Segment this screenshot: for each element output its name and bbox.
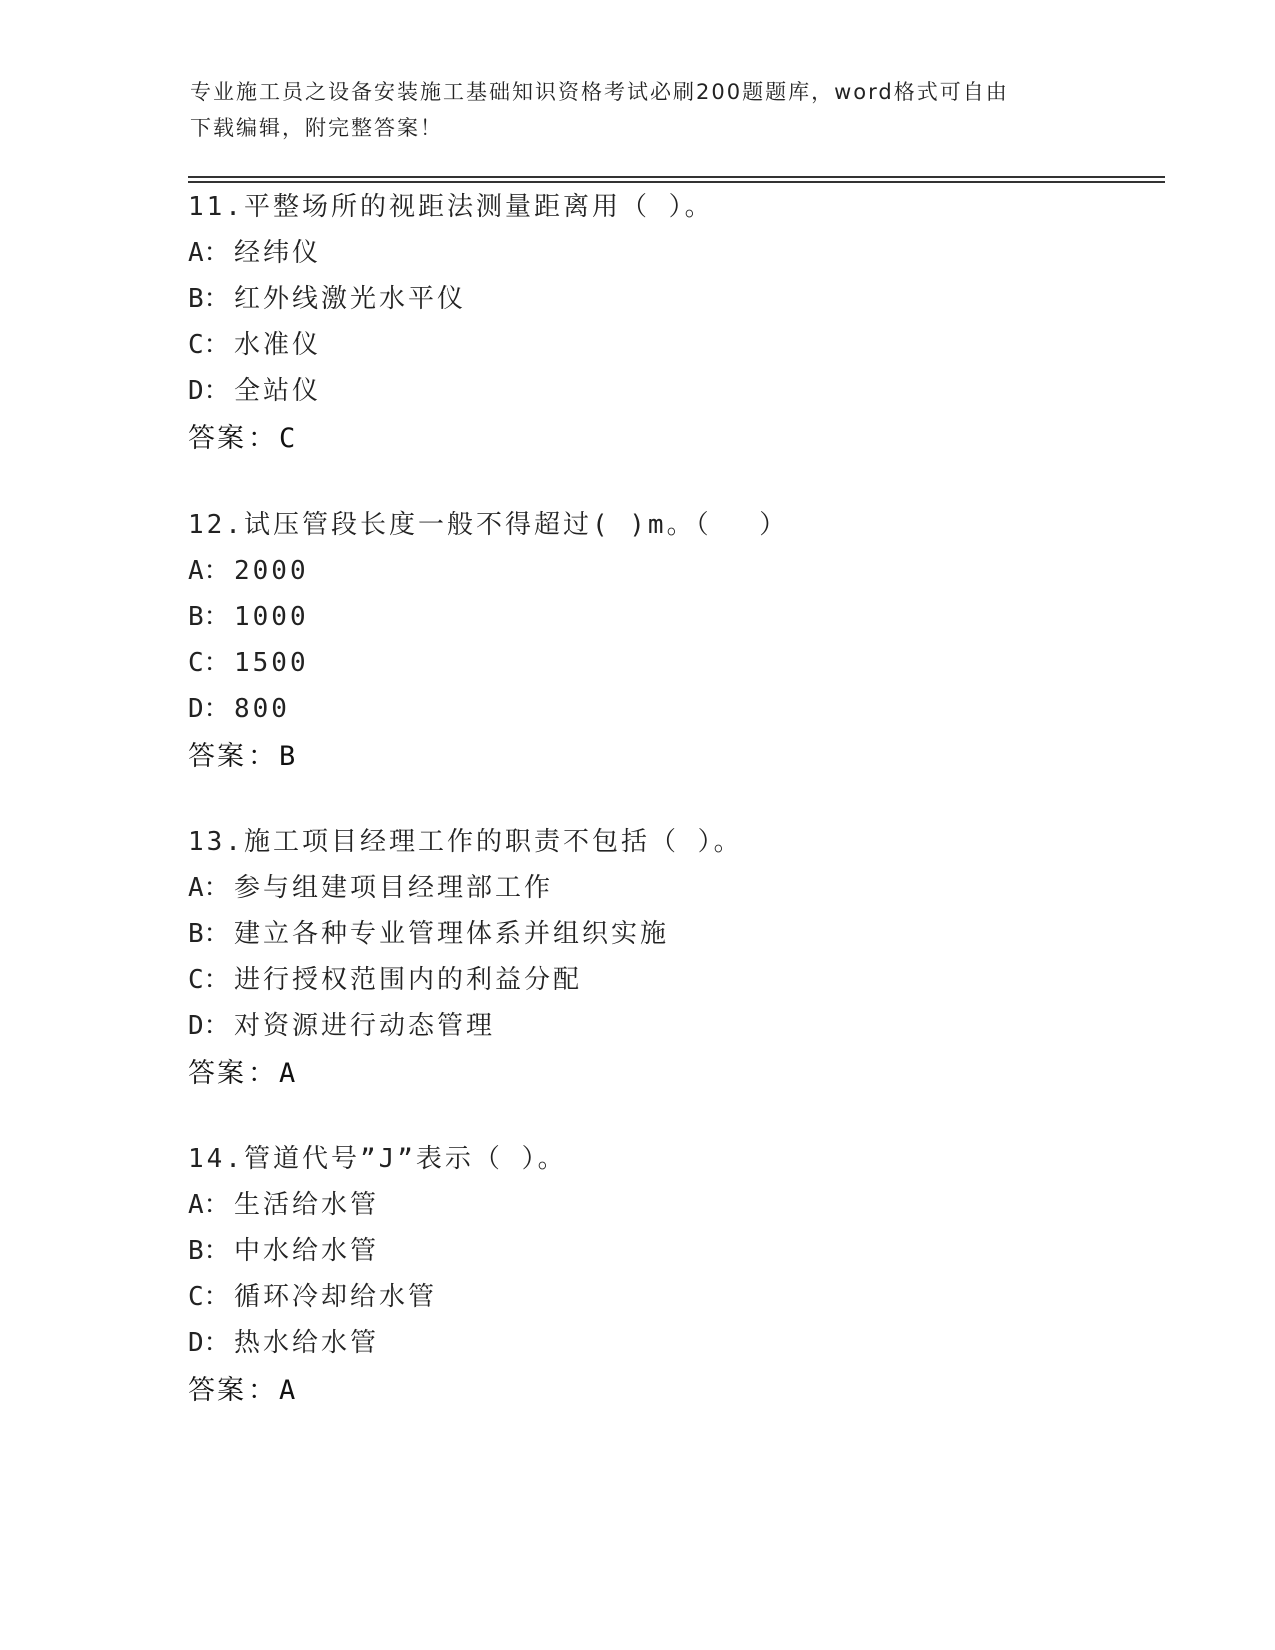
option-text: 1000	[234, 602, 309, 632]
question-stem	[188, 821, 1168, 867]
option-text: 800	[234, 694, 290, 724]
option-key: A：	[188, 238, 230, 268]
question-14	[188, 1138, 1168, 1414]
option-c	[188, 959, 1168, 1005]
option-text: 2000	[234, 556, 309, 586]
question-stem-text: 14.管道代号”J”表示（ ）。	[188, 1144, 567, 1174]
answer-label: 答案	[188, 1058, 246, 1089]
question-stem-text: 12.试压管段长度一般不得超过( )m。（ ）	[188, 510, 789, 540]
answer-value: A	[279, 1375, 296, 1406]
answer-separator: ：	[248, 423, 275, 454]
option-text: 水准仪	[234, 330, 322, 360]
option-text: 1500	[234, 648, 309, 678]
question-stem	[188, 1138, 1168, 1184]
question-stem	[188, 504, 1168, 550]
option-d	[188, 1322, 1168, 1368]
question-12	[188, 504, 1168, 780]
option-c	[188, 324, 1168, 370]
option-key: D：	[188, 1011, 230, 1041]
option-key: B：	[188, 1236, 230, 1266]
option-b	[188, 278, 1168, 324]
answer-line	[188, 416, 1168, 462]
header-divider-top	[188, 176, 1165, 178]
answer-line	[188, 734, 1168, 780]
option-key: A：	[188, 556, 230, 586]
question-stem-text: 11.平整场所的视距法测量距离用（ ）。	[188, 192, 714, 222]
answer-line	[188, 1368, 1168, 1414]
option-key: C：	[188, 1282, 230, 1312]
option-d	[188, 1005, 1168, 1051]
answer-line	[188, 1051, 1168, 1097]
option-a	[188, 232, 1168, 278]
option-b	[188, 913, 1168, 959]
answer-separator: ：	[248, 741, 275, 772]
option-key: D：	[188, 1328, 230, 1358]
option-text: 对资源进行动态管理	[234, 1011, 496, 1041]
option-b	[188, 1230, 1168, 1276]
question-13	[188, 821, 1168, 1097]
option-text: 生活给水管	[234, 1190, 380, 1220]
option-key: C：	[188, 648, 230, 678]
option-key: B：	[188, 284, 230, 314]
document-header	[190, 74, 1090, 146]
option-c	[188, 642, 1168, 688]
option-text: 建立各种专业管理体系并组织实施	[234, 919, 670, 949]
option-a	[188, 867, 1168, 913]
option-key: B：	[188, 602, 230, 632]
header-divider-bottom	[188, 181, 1165, 183]
option-key: C：	[188, 965, 230, 995]
question-11	[188, 186, 1168, 462]
option-key: B：	[188, 919, 230, 949]
answer-label: 答案	[188, 741, 246, 772]
option-b	[188, 596, 1168, 642]
question-stem	[188, 186, 1168, 232]
answer-label: 答案	[188, 423, 246, 454]
answer-value: C	[279, 423, 296, 454]
option-text: 热水给水管	[234, 1328, 380, 1358]
option-d	[188, 370, 1168, 416]
option-a	[188, 1184, 1168, 1230]
answer-separator: ：	[248, 1058, 275, 1089]
option-text: 经纬仪	[234, 238, 322, 268]
option-c	[188, 1276, 1168, 1322]
option-text: 红外线激光水平仪	[234, 284, 467, 314]
option-text: 进行授权范围内的利益分配	[234, 965, 583, 995]
question-stem-text: 13.施工项目经理工作的职责不包括（ ）。	[188, 827, 743, 857]
option-text: 参与组建项目经理部工作	[234, 873, 554, 903]
option-key: D：	[188, 376, 230, 406]
header-line-1: 专业施工员之设备安装施工基础知识资格考试必刷200题题库，word格式可自由	[190, 80, 1009, 104]
option-text: 中水给水管	[234, 1236, 380, 1266]
option-text: 循环冷却给水管	[234, 1282, 438, 1312]
option-d	[188, 688, 1168, 734]
header-line-2: 下载编辑，附完整答案！	[190, 116, 443, 140]
answer-label: 答案	[188, 1375, 246, 1406]
answer-separator: ：	[248, 1375, 275, 1406]
answer-value: A	[279, 1058, 296, 1089]
option-key: D：	[188, 694, 230, 724]
option-key: A：	[188, 873, 230, 903]
option-a	[188, 550, 1168, 596]
option-key: C：	[188, 330, 230, 360]
option-text: 全站仪	[234, 376, 322, 406]
option-key: A：	[188, 1190, 230, 1220]
answer-value: B	[279, 741, 296, 772]
